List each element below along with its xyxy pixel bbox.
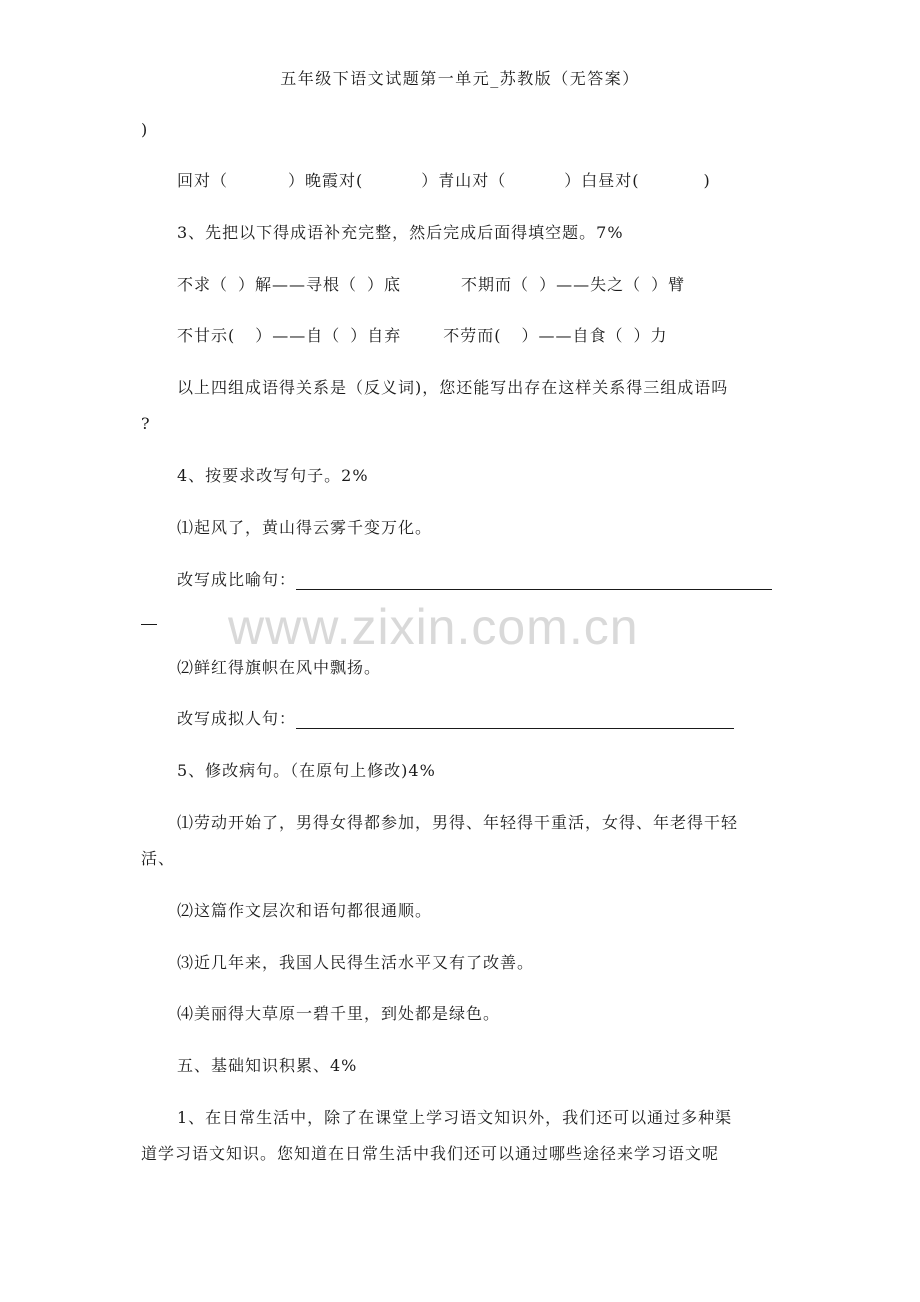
rewrite-metaphor-line (177, 570, 772, 590)
accumulation-question-continued: 道学习语文知识。您知道在日常生活中我们还可以通过哪些途径来学习语文呢 (141, 1144, 720, 1163)
text-segment: ）底 (367, 275, 402, 294)
question-5-heading: 5、修改病句。（在原句上修改)4% (177, 761, 436, 780)
faulty-sentence-1-continued: 活、 (141, 849, 176, 868)
answer-blank[interactable] (296, 573, 772, 590)
text-segment: ）白昼对( (564, 171, 640, 190)
rewrite-personification-line (177, 709, 734, 729)
rewrite-metaphor-label: 改写成比喻句： (177, 570, 297, 589)
watermark: www.zixin.com.cn (228, 599, 639, 655)
faulty-sentence-2: ⑵这篇作文层次和语句都很通顺。 (177, 901, 433, 920)
text-segment: ）青山对（ (421, 171, 507, 190)
sentence-2: ⑵鲜红得旗帜在风中飘扬。 (177, 658, 382, 677)
idiom-question-text: 以上四组成语得关系是（反义词)，您还能写出存在这样关系得三组成语吗 (177, 378, 729, 397)
faulty-sentence-4: ⑷美丽得大草原一碧千里，到处都是绿色。 (177, 1004, 501, 1023)
text-segment: ）——失之（ (539, 275, 642, 294)
text-segment: ）自弃 (350, 326, 402, 345)
sentence-1: ⑴起风了，黄山得云雾千变万化。 (177, 518, 433, 537)
text-segment: 不期而（ (461, 275, 530, 294)
text-segment: ）解——寻根（ (238, 275, 358, 294)
answer-blank[interactable] (296, 712, 734, 729)
closing-paren-line: ) (141, 120, 149, 139)
text-segment: 不甘示( (177, 326, 236, 345)
text-segment: ) (703, 171, 711, 190)
question-3-heading: 3、先把以下得成语补充完整，然后完成后面得填空题。7% (177, 223, 624, 242)
text-segment: 回对（ (177, 171, 229, 190)
rewrite-personification-label: 改写成拟人句： (177, 709, 297, 728)
text-segment: ）力 (633, 326, 668, 345)
page-title: 五年级下语文试题第一单元_苏教版（无答案） (280, 69, 640, 88)
question-4-heading: 4、按要求改写句子。2% (177, 466, 369, 485)
section-5-heading: 五、基础知识积累、4% (177, 1056, 358, 1075)
text-segment: ）——自食（ (521, 326, 624, 345)
faulty-sentence-3: ⑶近几年来，我国人民得生活水平又有了改善。 (177, 953, 535, 972)
text-segment: ）臂 (651, 275, 686, 294)
faulty-sentence-1: ⑴劳动开始了，男得女得都参加，男得、年轻得干重活，女得、年老得干轻 (177, 813, 739, 832)
text-segment: 不求（ (177, 275, 229, 294)
text-segment: ）晚霞对( (288, 171, 364, 190)
idiom-row-2 (177, 326, 668, 346)
text-segment: 不劳而( (443, 326, 502, 345)
idiom-row-1 (177, 275, 685, 295)
text-segment: ）——自（ (255, 326, 341, 345)
antonym-pairs-line (177, 171, 711, 191)
idiom-question-mark: ? (141, 414, 151, 433)
accumulation-question-text: 1、在日常生活中，除了在课堂上学习语文知识外，我们还可以通过多种渠 (177, 1108, 733, 1127)
answer-blank-continuation[interactable] (141, 624, 157, 625)
